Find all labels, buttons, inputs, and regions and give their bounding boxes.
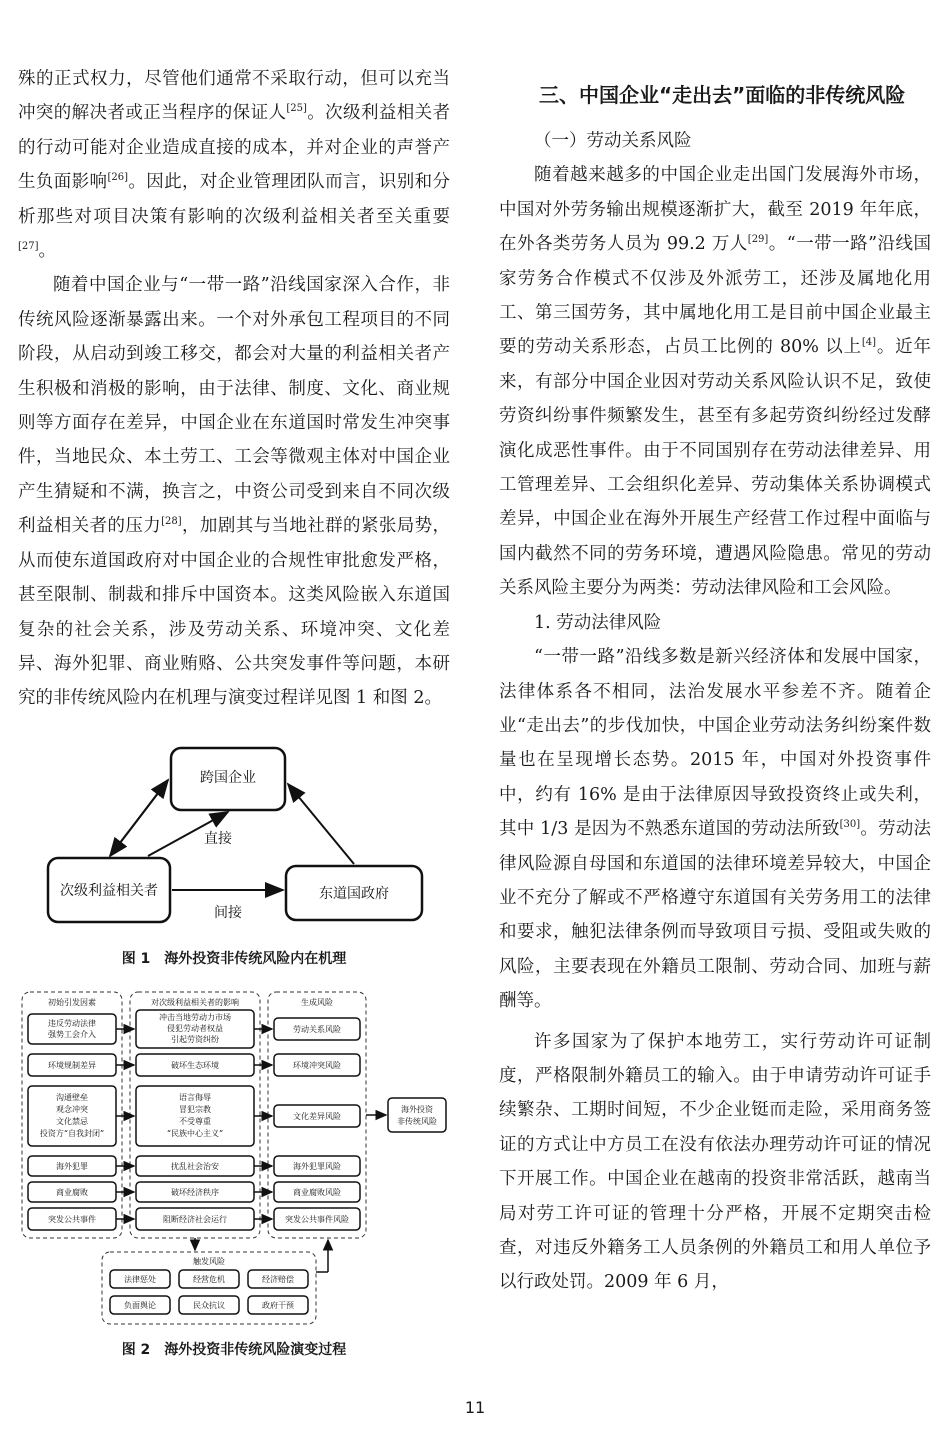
- fig2-final-text: 海外投资: [401, 1105, 433, 1114]
- fig2-impact-text: 阻断经济社会运行: [163, 1215, 227, 1224]
- figure-2-diagram: [18, 988, 450, 1328]
- fig2-group3-title: 生成风险: [301, 998, 333, 1007]
- fig2-impact-text: “民族中心主义”: [166, 1129, 224, 1138]
- fig2-trigger-text: 民众抗议: [193, 1301, 225, 1310]
- citation[interactable]: [29]: [747, 234, 769, 246]
- fig2-trigger-title: 触发风险: [193, 1257, 225, 1266]
- fig2-final-text: 非传统风险: [397, 1117, 437, 1126]
- citation[interactable]: [4]: [861, 337, 877, 349]
- fig1-left-label: 次级利益相关者: [60, 883, 158, 899]
- fig2-risk-text: 海外犯罪风险: [293, 1162, 341, 1171]
- fig2-trigger-text: 法律惩处: [124, 1275, 156, 1284]
- fig2-cause-text: 商业腐败: [56, 1188, 88, 1197]
- fig2-cause-text: 文化禁忌: [56, 1117, 88, 1126]
- fig2-impact-text: 破坏生态环境: [171, 1061, 219, 1070]
- fig2-cause-text: 环境规制差异: [48, 1061, 96, 1070]
- figure-1-caption: 图 1 海外投资非传统风险内在机理: [121, 951, 347, 967]
- fig1-arrow-top-to-left: [110, 780, 168, 856]
- fig2-cause-text: 投资方“自我封闭”: [39, 1129, 105, 1138]
- paragraph: 随着越来越多的中国企业走出国门发展海外市场，中国对外劳务输出规模逐渐扩大，截至 2019 年年底，在外各类劳务人员为 99.2 万人[29]。“一带一路”沿线国家劳务合作模式不仅涉及外派劳工，还涉及属地化用工、第三国劳务，其中属地化用工是目前中国企业最主要的劳动关系形态，占员工比例的 80% 以上[4]。近年来，有部分中国企业因对劳动关系风险认识不足，致使劳资纠纷事件频繁发生，甚至有多起劳资纠纷经过发酵演化成恶性事件。由于不同国别存在劳动法律差异、用工管理差异、工会组织化差异、劳动集体关系协调模式差异，中国企业在海外开展生产经营工作过程中面临与国内截然不同的劳务环境，遭遇风险隐患。常见的劳动关系风险主要分为两类：劳动法律风险和工会风险。: [499, 165, 931, 599]
- fig2-cause-text: 海外犯罪: [56, 1162, 88, 1171]
- subsection-heading: （一）劳动关系风险: [534, 131, 692, 151]
- fig2-impact-text: 破坏经济秩序: [171, 1188, 219, 1197]
- subsubsection-heading: 1. 劳动法律风险: [534, 612, 662, 633]
- right-column: [499, 78, 931, 1300]
- citation[interactable]: [30]: [839, 819, 861, 831]
- citation[interactable]: [27]: [18, 241, 39, 253]
- paragraph: 殊的正式权力，尽管他们通常不采取行动，但可以充当冲突的解决者或正当程序的保证人[25]。次级利益相关者的行动可能对企业造成直接的成本，并对企业的声誉产生负面影响[26]。因此，对企业管理团队而言，识别和分析那些对项目决策有影响的次级利益相关者至关重要[27]。: [18, 69, 451, 262]
- fig2-group2-title: 对次级利益相关者的影响: [151, 998, 239, 1007]
- fig1-direct-label: 直接: [204, 831, 232, 847]
- fig2-impact-text: 冒犯宗教: [179, 1105, 211, 1114]
- citation[interactable]: [28]: [161, 516, 182, 528]
- section-heading: 三、中国企业“走出去”面临的非传统风险: [539, 83, 906, 107]
- fig1-arrow-right-to-top: [288, 784, 354, 864]
- citation[interactable]: [26]: [107, 172, 128, 184]
- fig2-impact-text: 引起劳资纠纷: [171, 1035, 219, 1044]
- fig1-right-label: 东道国政府: [319, 886, 389, 902]
- fig2-impact-text: 不受尊重: [179, 1117, 211, 1126]
- fig2-risk-text: 突发公共事件风险: [285, 1215, 349, 1224]
- citation[interactable]: [25]: [286, 103, 307, 115]
- paragraph: “一带一路”沿线多数是新兴经济体和发展中国家，法律体系各不相同，法治发展水平参差不齐。随着企业“走出去”的步伐加快，中国企业劳动法务纠纷案件数量也在呈现增长态势。2015 年，中国对外投资事件中，约有 16% 是由于法律原因导致投资终止或失利，其中 1/3 是因为不熟悉东道国的劳动法所致[30]。劳动法律风险源自母国和东道国的法律环境差异较大，中国企业不充分了解或不严格遵守东道国有关劳务用工的法律和要求，触犯法律条例而导致项目亏损、受阻或失败的风险，主要表现在外籍员工限制、劳动合同、加班与薪酬等。: [499, 647, 931, 1012]
- paragraph: 随着中国企业与“一带一路”沿线国家深入合作，非传统风险逐渐暴露出来。一个对外承包工程项目的不同阶段，从启动到竣工移交，都会对大量的利益相关者产生积极和消极的影响，由于法律、制度、文化、商业规则等方面存在差异，中国企业在东道国时常发生冲突事件，当地民众、本土劳工、工会等微观主体对中国企业产生猜疑和不满，换言之，中资公司受到来自不同次级利益相关者的压力[28]，加剧其与当地社群的紧张局势，从而使东道国政府对中国企业的合规性审批愈发严格，甚至限制、制裁和排斥中国资本。这类风险嵌入东道国复杂的社会关系，涉及劳动关系、环境冲突、文化差异、海外犯罪、商业贿赂、公共突发事件等问题，本研究的非传统风险内在机理与演变过程详见图 1 和图 2。: [18, 275, 451, 709]
- figure-2-caption: 图 2 海外投资非传统风险演变过程: [121, 1342, 347, 1358]
- fig2-cause-text: 观念冲突: [56, 1105, 88, 1114]
- left-column: [18, 62, 450, 716]
- figure-1-diagram: [18, 740, 450, 940]
- fig2-trigger-text: 经济赔偿: [262, 1275, 294, 1284]
- fig2-impact-text: 冲击当地劳动力市场: [159, 1013, 231, 1022]
- fig2-impact-text: 语言侮辱: [179, 1093, 211, 1102]
- fig2-risk-text: 商业腐败风险: [293, 1188, 341, 1197]
- fig1-top-label: 跨国企业: [200, 770, 256, 786]
- paragraph: 许多国家为了保护本地劳工，实行劳动许可证制度，严格限制外籍员工的输入。由于申请劳动许可证手续繁杂、工期时间短，不少企业铤而走险，采用商务签证的方式让中方员工在没有依法办理劳动许可证的情况下开展工作。中国企业在越南的投资非常活跃，越南当局对劳工许可证的管理十分严格，开展不定期突击检查，对违反外籍务工人员条例的外籍员工和用人单位予以行政处罚。2009 年 6 月，: [499, 1031, 931, 1293]
- fig2-cause-text: 强势工会介入: [48, 1030, 96, 1039]
- fig2-cause-text: 突发公共事件: [48, 1215, 96, 1224]
- fig2-trigger-text: 负面舆论: [124, 1301, 156, 1310]
- fig2-trigger-text: 经营危机: [193, 1275, 225, 1284]
- fig1-indirect-label: 间接: [214, 905, 242, 921]
- page-number: 11: [464, 1398, 486, 1417]
- fig2-impact-text: 侵犯劳动者权益: [167, 1024, 223, 1033]
- fig2-group1-title: 初始引发因素: [48, 998, 96, 1007]
- fig2-risk-text: 文化差异风险: [293, 1112, 341, 1121]
- fig2-cause-text: 沟通壁垒: [56, 1093, 88, 1102]
- fig2-final-box: [388, 1098, 446, 1132]
- fig2-impact-text: 扰乱社会治安: [171, 1162, 219, 1171]
- fig2-cause-text: 违反劳动法律: [48, 1019, 96, 1028]
- fig2-risk-text: 环境冲突风险: [293, 1061, 341, 1070]
- fig2-risk-text: 劳动关系风险: [293, 1025, 341, 1034]
- fig2-trigger-text: 政府干预: [262, 1301, 294, 1310]
